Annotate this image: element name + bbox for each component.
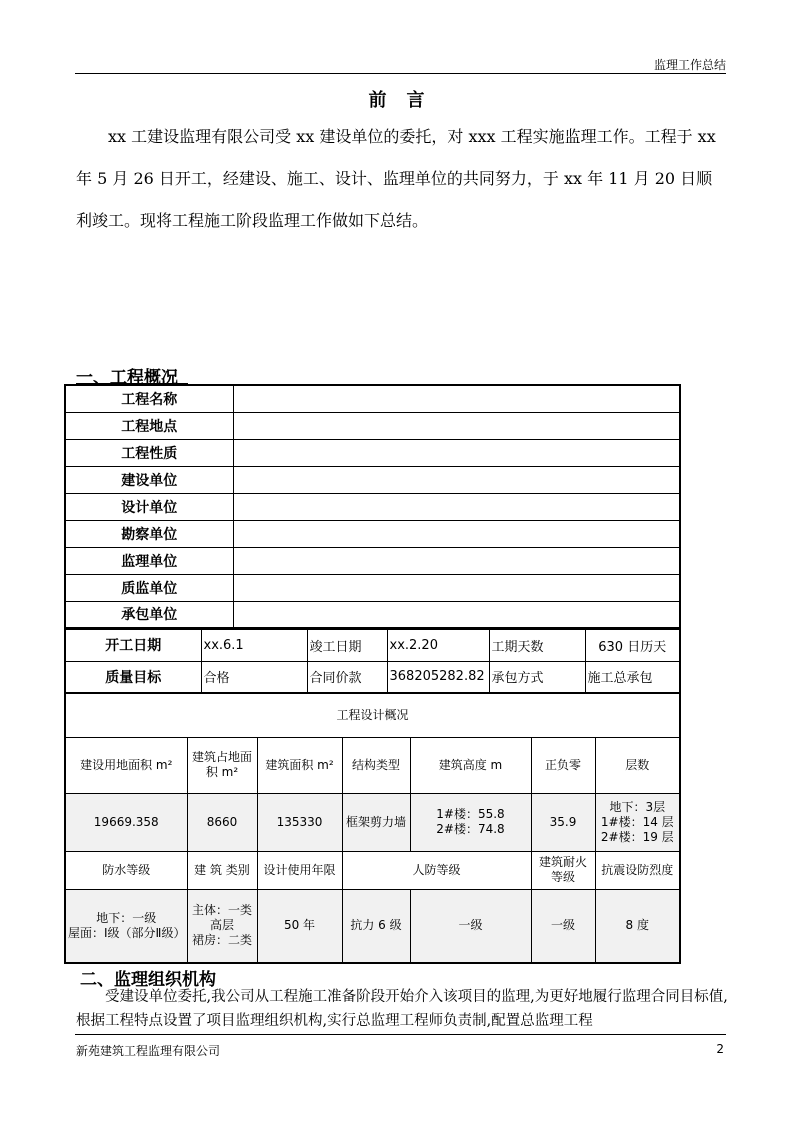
info-label: 承包单位 bbox=[65, 601, 233, 628]
header-rule bbox=[75, 73, 726, 74]
category-line: 裙房：二类 bbox=[191, 933, 252, 948]
waterproof-value bbox=[65, 889, 187, 963]
footer-company: 新苑建筑工程监理有限公司 bbox=[76, 1044, 221, 1058]
civil-defense-value-1: 抗力 6 级 bbox=[342, 889, 410, 963]
duration-value: 630 日历天 bbox=[585, 629, 680, 661]
page-title: 前 言 bbox=[368, 90, 426, 111]
info-value bbox=[233, 520, 680, 547]
seismic-value: 8 度 bbox=[595, 889, 680, 963]
category-header: 建 筑 类别 bbox=[187, 851, 257, 889]
category-line: 主体：一类高层 bbox=[191, 903, 252, 933]
seismic-header: 抗震设防烈度 bbox=[595, 851, 680, 889]
footprint-value: 8660 bbox=[187, 793, 257, 851]
duration-label: 工期天数 bbox=[489, 629, 585, 661]
height-line: 2#楼：74.8 bbox=[436, 822, 505, 836]
table-row bbox=[65, 385, 680, 412]
quality-value: 合格 bbox=[201, 661, 307, 693]
waterproof-header: 防水等级 bbox=[65, 851, 187, 889]
design-overview-table bbox=[64, 692, 681, 964]
info-value bbox=[233, 412, 680, 439]
table-row bbox=[65, 547, 680, 574]
table-row bbox=[65, 493, 680, 520]
table-row bbox=[65, 889, 680, 963]
start-date-label: 开工日期 bbox=[65, 629, 201, 661]
info-label: 监理单位 bbox=[65, 547, 233, 574]
contract-mode-value: 施工总承包 bbox=[585, 661, 680, 693]
header-floor-area: 建筑面积 m² bbox=[257, 737, 342, 793]
section2-heading: 二、监理组织机构 bbox=[80, 970, 216, 990]
project-info-table bbox=[64, 384, 681, 629]
table-row bbox=[65, 793, 680, 851]
height-line: 1#楼：55.8 bbox=[436, 807, 505, 821]
contract-mode-label: 承包方式 bbox=[489, 661, 585, 693]
info-label: 工程性质 bbox=[65, 439, 233, 466]
civil-defense-header: 人防等级 bbox=[342, 851, 531, 889]
table-row bbox=[65, 520, 680, 547]
finish-date-label: 竣工日期 bbox=[307, 629, 387, 661]
floor-area-value: 135330 bbox=[257, 793, 342, 851]
info-label: 质监单位 bbox=[65, 574, 233, 601]
info-value bbox=[233, 385, 680, 412]
contract-price-label: 合同价款 bbox=[307, 661, 387, 693]
header-height: 建筑高度 m bbox=[410, 737, 531, 793]
height-value bbox=[410, 793, 531, 851]
design-title: 工程设计概况 bbox=[65, 693, 680, 737]
footer-rule bbox=[75, 1034, 726, 1035]
info-label: 工程地点 bbox=[65, 412, 233, 439]
land-area-value: 19669.358 bbox=[65, 793, 187, 851]
finish-date-value: xx.2.20 bbox=[387, 629, 489, 661]
zero-value: 35.9 bbox=[531, 793, 595, 851]
waterproof-line: 屋面：Ⅰ级（部分Ⅱ级） bbox=[68, 925, 186, 940]
intro-paragraph: xx 工建设监理有限公司受 xx 建设单位的委托，对 xxx 工程实施监理工作。工程于 xx 年 5 月 26 日开工，经建设、施工、设计、监理单位的共同努力，于 xx 年 11 月 20 日顺利竣工。现将工程施工阶段监理工作做如下总结。 bbox=[76, 127, 716, 230]
info-value bbox=[233, 601, 680, 628]
waterproof-line: 地下：一级 bbox=[96, 910, 157, 925]
table-row bbox=[65, 574, 680, 601]
header-zero: 正负零 bbox=[531, 737, 595, 793]
service-life-value: 50 年 bbox=[257, 889, 342, 963]
table-row bbox=[65, 466, 680, 493]
info-value bbox=[233, 439, 680, 466]
page-number: 2 bbox=[716, 1042, 724, 1056]
header-structure: 结构类型 bbox=[342, 737, 410, 793]
info-label: 勘察单位 bbox=[65, 520, 233, 547]
floors-line: 2#楼：19 层 bbox=[600, 829, 674, 844]
structure-value: 框架剪力墙 bbox=[342, 793, 410, 851]
contract-price-value: 368205282.82 bbox=[387, 661, 489, 693]
table-row bbox=[65, 737, 680, 793]
table-row bbox=[65, 412, 680, 439]
category-value bbox=[187, 889, 257, 963]
table-row bbox=[65, 693, 680, 737]
info-value bbox=[233, 574, 680, 601]
info-label: 工程名称 bbox=[65, 385, 233, 412]
header-footprint: 建筑占地面积 m² bbox=[187, 737, 257, 793]
table-row bbox=[65, 661, 680, 693]
table-row bbox=[65, 629, 680, 661]
table-row bbox=[65, 851, 680, 889]
running-header: 监理工作总结 bbox=[653, 58, 726, 72]
table-row bbox=[65, 601, 680, 628]
floors-line: 1#楼：14 层 bbox=[600, 814, 674, 829]
civil-defense-value-2: 一级 bbox=[410, 889, 531, 963]
floors-value bbox=[595, 793, 680, 851]
info-value bbox=[233, 547, 680, 574]
fire-header: 建筑耐火等级 bbox=[531, 851, 595, 889]
info-label: 设计单位 bbox=[65, 493, 233, 520]
table-row bbox=[65, 439, 680, 466]
header-floors: 层数 bbox=[595, 737, 680, 793]
service-life-header: 设计使用年限 bbox=[257, 851, 342, 889]
info-value bbox=[233, 466, 680, 493]
start-date-value: xx.6.1 bbox=[201, 629, 307, 661]
info-value bbox=[233, 493, 680, 520]
info-label: 建设单位 bbox=[65, 466, 233, 493]
schedule-table bbox=[64, 628, 681, 694]
section1-heading: 一、工程概况 bbox=[76, 368, 178, 388]
section2-paragraph: 受建设单位委托,我公司从工程施工准备阶段开始介入该项目的监理,为更好地履行监理合同目标值,根据工程特点设置了项目监理组织机构,实行总监理工程师负责制,配置总监理工程 bbox=[76, 989, 728, 1029]
quality-label: 质量目标 bbox=[65, 661, 201, 693]
fire-value: 一级 bbox=[531, 889, 595, 963]
floors-line: 地下：3层 bbox=[609, 799, 666, 814]
header-land-area: 建设用地面积 m² bbox=[65, 737, 187, 793]
